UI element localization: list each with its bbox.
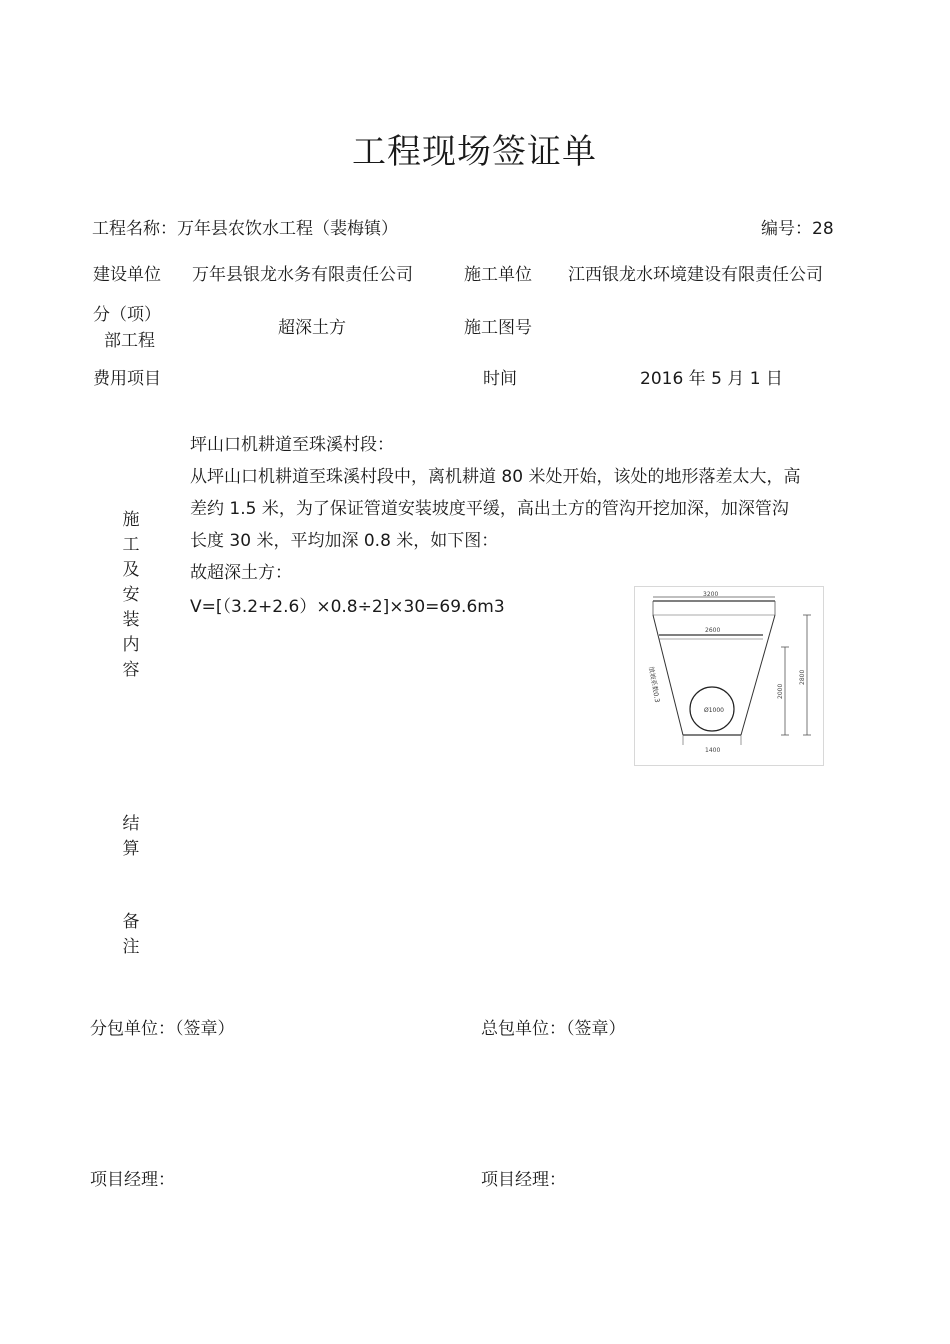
- content-line-2: 从坪山口机耕道至珠溪村段中，离机耕道 80 米处开始，该处的地形落差太大，高: [190, 467, 801, 487]
- project-manager-right: 项目经理：: [481, 1170, 566, 1190]
- construction-content-label: [120, 508, 142, 683]
- total-height-label: 2800: [799, 669, 806, 685]
- content-line-1: 坪山口机耕道至珠溪村段：: [190, 435, 394, 455]
- formula: V=[（3.2+2.6）×0.8÷2]×30=69.6m3: [190, 597, 505, 617]
- label-char: 安: [122, 585, 140, 605]
- label-char: 内: [122, 635, 140, 655]
- builder-label: 建设单位: [93, 265, 161, 285]
- content-line-4: 长度 30 米，平均加深 0.8 米，如下图：: [190, 531, 499, 551]
- project-name: 工程名称：万年县农饮水工程（裴梅镇）: [92, 219, 398, 239]
- project-manager-left: 项目经理：: [90, 1170, 175, 1190]
- subproject-label-line2: 部工程: [104, 331, 155, 351]
- contractor-label: 施工单位: [464, 265, 532, 285]
- document-number: 编号：28: [761, 219, 834, 239]
- label-char: 容: [122, 660, 140, 680]
- builder-value: 万年县银龙水务有限责任公司: [192, 265, 413, 285]
- trench-section-drawing: [635, 587, 823, 765]
- time-value: 2016 年 5 月 1 日: [640, 369, 783, 389]
- label-char: 备: [122, 912, 140, 932]
- label-char: 结: [122, 814, 140, 834]
- label-char: 工: [122, 535, 140, 555]
- page-title: 工程现场签证单: [352, 132, 597, 172]
- settlement-label: [120, 812, 142, 862]
- subproject-label-line1: 分（项）: [93, 305, 161, 325]
- inner-height-label: 2000: [777, 683, 784, 699]
- sub-unit-signature: 分包单位：（签章）: [90, 1019, 235, 1039]
- label-char: 装: [122, 610, 140, 630]
- slope-coefficient-label: 放坡系数0.3: [647, 665, 662, 704]
- mid-width-label: 2600: [705, 627, 721, 634]
- content-line-3: 差约 1.5 米，为了保证管道安装坡度平缓，高出土方的管沟开挖加深，加深管沟: [190, 499, 789, 519]
- subproject-value: 超深土方: [278, 318, 346, 338]
- time-label: 时间: [483, 369, 517, 389]
- pipe-diameter-label: Ø1000: [704, 707, 724, 714]
- cost-label: 费用项目: [93, 369, 161, 389]
- trench-section-figure: [634, 586, 824, 766]
- top-width-label: 3200: [703, 591, 719, 598]
- bottom-width-label: 1400: [705, 747, 721, 754]
- label-char: 及: [122, 560, 140, 580]
- drawing-label: 施工图号: [464, 318, 532, 338]
- label-char: 施: [122, 510, 140, 530]
- label-char: 算: [122, 839, 140, 859]
- content-line-5: 故超深土方：: [190, 563, 292, 583]
- contractor-value: 江西银龙水环境建设有限责任公司: [568, 265, 823, 285]
- general-unit-signature: 总包单位：（签章）: [481, 1019, 626, 1039]
- remarks-label: [120, 910, 142, 960]
- label-char: 注: [122, 937, 140, 957]
